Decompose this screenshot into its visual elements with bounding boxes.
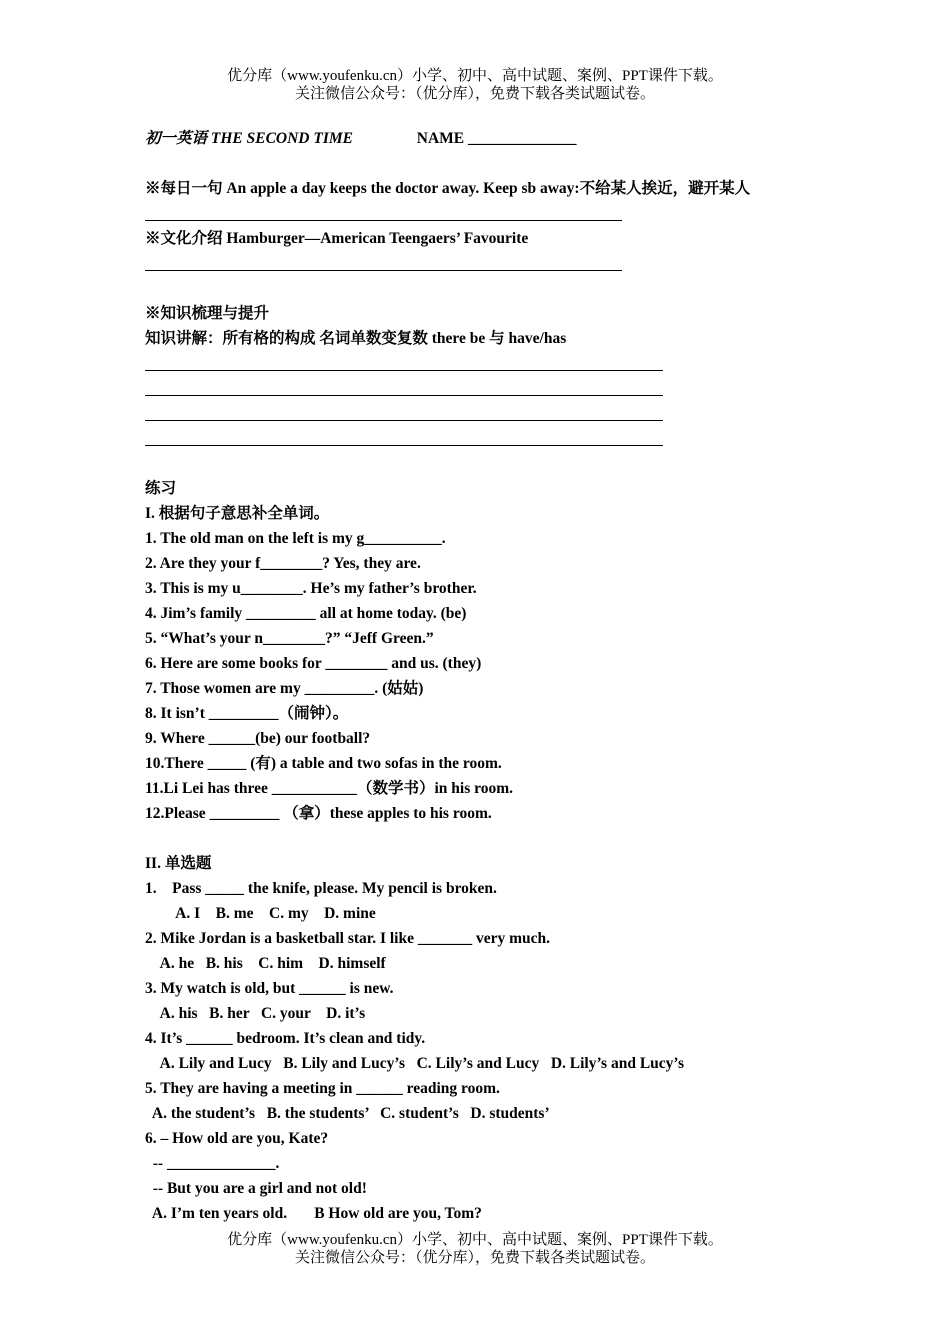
mc-options: A. his B. her C. your D. it’s bbox=[145, 1005, 366, 1022]
mc-options: A. he B. his C. him D. himself bbox=[145, 955, 386, 972]
footer-line-2: 关注微信公众号：（优分库），免费下载各类试题试卷。 bbox=[294, 1250, 655, 1266]
section-2-heading: II. 单选题 bbox=[145, 855, 212, 872]
page-footer bbox=[0, 1231, 950, 1267]
mc-line: 6. – How old are you, Kate? bbox=[145, 1130, 329, 1147]
divider-rule bbox=[145, 251, 825, 276]
mc-line: 2. Mike Jordan is a basketball star. I like _______ very much. bbox=[145, 930, 551, 947]
knowledge-topics: 知识讲解：所有格的构成 名词单数变复数 there be 与 have/has bbox=[145, 330, 567, 347]
header-line-2: 关注微信公众号：（优分库），免费下载各类试题试卷。 bbox=[294, 86, 655, 102]
mc-options: A. I’m ten years old. B How old are you, Tom? bbox=[145, 1205, 482, 1222]
name-field: NAME ______________ bbox=[416, 130, 577, 147]
mc-options: A. the student’s B. the students’ C. student’s D. students’ bbox=[145, 1105, 550, 1122]
mc-line: 1. Pass _____ the knife, please. My pencil is broken. bbox=[145, 880, 497, 897]
question-item: 11.Li Lei has three ___________（数学书）in his room. bbox=[145, 780, 514, 797]
writing-line bbox=[145, 426, 825, 451]
question-item: 9. Where ______(be) our football? bbox=[145, 730, 371, 747]
title-row bbox=[145, 126, 825, 151]
writing-line bbox=[145, 351, 825, 376]
question-item: 3. This is my u________. He’s my father’s brother. bbox=[145, 580, 477, 597]
dialogue-line: -- But you are a girl and not old! bbox=[145, 1180, 367, 1197]
daily-sentence: ※每日一句 An apple a day keeps the doctor away. Keep sb away:不给某人挨近，避开某人 bbox=[145, 180, 751, 197]
header-line-1: 优分库（www.youfenku.cn）小学、初中、高中试题、案例、PPT课件下载。 bbox=[227, 68, 723, 84]
question-item: 6. Here are some books for ________ and us. (they) bbox=[145, 655, 482, 672]
mc-line: 3. My watch is old, but ______ is new. bbox=[145, 980, 394, 997]
question-item: 12.Please _________ （拿）these apples to his room. bbox=[145, 805, 492, 822]
dialogue-line: -- ______________. bbox=[145, 1155, 280, 1172]
mc-options: A. I B. me C. my D. mine bbox=[145, 905, 376, 922]
practice-heading: 练习 bbox=[145, 480, 177, 497]
page-header bbox=[0, 67, 950, 103]
question-item: 4. Jim’s family _________ all at home today. (be) bbox=[145, 605, 467, 622]
divider-rule bbox=[145, 201, 825, 226]
question-item: 1. The old man on the left is my g__________. bbox=[145, 530, 446, 547]
question-item: 10.There _____ (有) a table and two sofas in the room. bbox=[145, 755, 502, 772]
question-item: 8. It isn’t _________（闹钟）。 bbox=[145, 705, 349, 722]
footer-line-1: 优分库（www.youfenku.cn）小学、初中、高中试题、案例、PPT课件下载。 bbox=[227, 1232, 723, 1248]
question-item: 7. Those women are my _________. (姑姑) bbox=[145, 680, 424, 697]
question-item: 2. Are they your f________? Yes, they are. bbox=[145, 555, 421, 572]
mc-line: 5. They are having a meeting in ______ reading room. bbox=[145, 1080, 500, 1097]
knowledge-heading: ※知识梳理与提升 bbox=[145, 305, 270, 322]
section-1-heading: I. 根据句子意思补全单词。 bbox=[145, 505, 330, 522]
question-item: 5. “What’s your n________?” “Jeff Green.” bbox=[145, 630, 434, 647]
mc-options: A. Lily and Lucy B. Lily and Lucy’s C. Lily’s and Lucy D. Lily’s and Lucy’s bbox=[145, 1055, 685, 1072]
worksheet-title: 初一英语 THE SECOND TIME bbox=[145, 130, 353, 147]
writing-line bbox=[145, 401, 825, 426]
worksheet bbox=[145, 126, 825, 1226]
culture-intro: ※文化介绍 Hamburger—American Teengaers’ Favourite bbox=[145, 230, 529, 247]
mc-line: 4. It’s ______ bedroom. It’s clean and tidy. bbox=[145, 1030, 426, 1047]
writing-line bbox=[145, 376, 825, 401]
